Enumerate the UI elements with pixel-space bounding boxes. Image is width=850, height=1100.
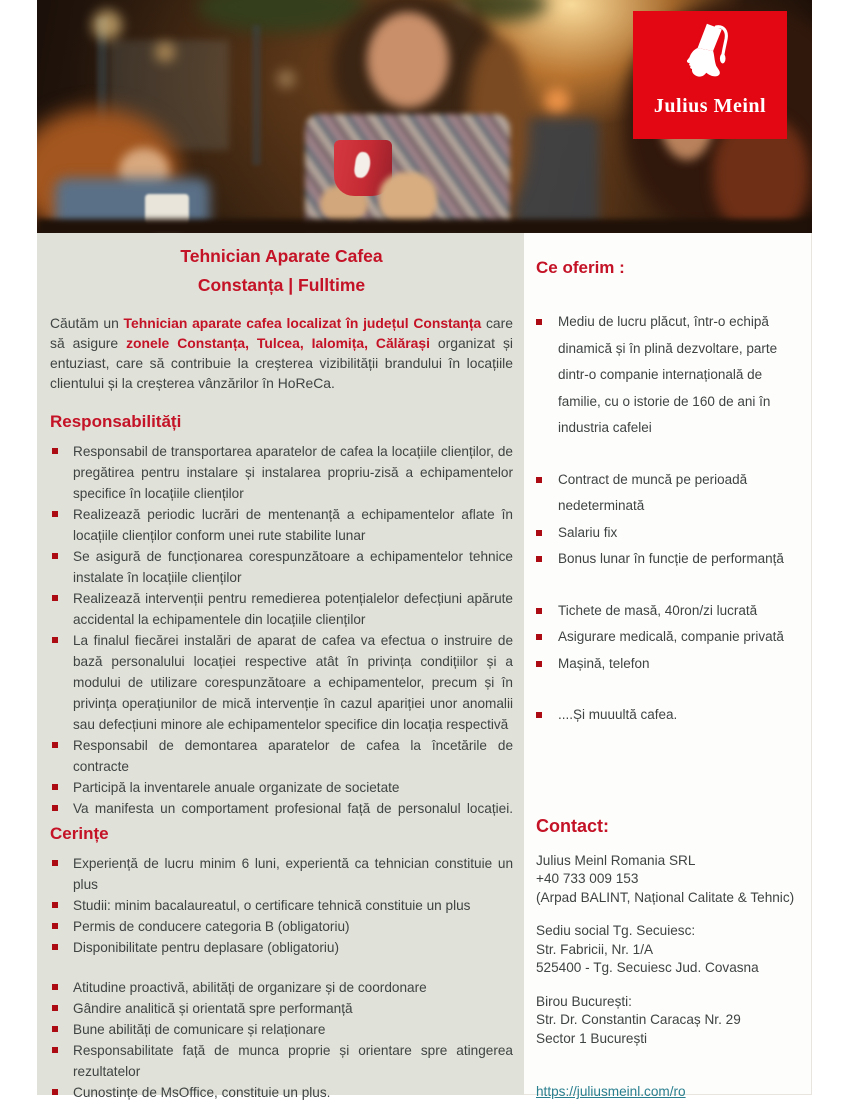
- company-name: Julius Meinl Romania SRL: [536, 852, 696, 868]
- meinl-fez-boy-icon: [679, 18, 741, 94]
- list-item: Salariu fix: [536, 520, 797, 547]
- list-item: Responsabil de demontarea aparatelor de cafea la încetările de contracte: [52, 735, 513, 777]
- job-title: Tehnician Aparate Cafea: [180, 246, 383, 266]
- list-item: La finalul fiecărei instalări de aparat de cafea va efectua o instruire de bază personalului locației respective atât în privința condițiilor și a modului de utilizare corespunzătoare a echipamentelor, precum și în privința operațiunilor de mică intervenție în cazul apariției unor anomalii sau defecțiuni minore ale echipamentelor specifice din locația respectivă: [52, 630, 513, 735]
- list-item: Va manifesta un comportament profesional față de personalul locației.: [52, 798, 513, 819]
- list-item: Contract de muncă pe perioadă nedeterminată: [536, 467, 797, 520]
- list-item: Se asigură de funcționarea corespunzătoare a echipamentelor tehnice instalate în locațiile clienților: [52, 546, 513, 588]
- address-line: Birou București:: [536, 993, 632, 1009]
- offer-list-1: [536, 309, 797, 442]
- website-link[interactable]: https://juliusmeinl.com/ro: [536, 1084, 686, 1099]
- list-item: Responsabil de transportarea aparatelor de cafea la locațiile clienților, de pregătirea pentru instalare și instalarea propriu-zisă a echipamentelor specifice în locațiile clienților: [52, 441, 513, 504]
- bokeh-light: [92, 10, 122, 40]
- job-location-type: Constanța | Fulltime: [197, 275, 366, 295]
- list-item: Participă la inventarele anuale organizate de societate: [52, 777, 513, 798]
- address-line: 525400 - Tg. Secuiesc Jud. Covasna: [536, 960, 759, 975]
- list-item: Disponibilitate pentru deplasare (obligatoriu): [52, 937, 513, 958]
- address-line: Sector 1 București: [536, 1030, 648, 1046]
- responsibilities-list: [50, 441, 513, 819]
- list-item: Asigurare medicală, companie privată: [536, 624, 797, 651]
- hand: [379, 172, 437, 226]
- list-item: Mașină, telefon: [536, 651, 797, 678]
- brand-logo: [633, 11, 787, 139]
- intro-text: Căutăm un: [50, 315, 124, 331]
- list-item: Bune abilități de comunicare și relaționare: [52, 1019, 513, 1040]
- contact-heading: Contact:: [536, 815, 609, 836]
- list-item: Experiență de lucru minim 6 luni, experientă ca tehnician constituie un plus: [52, 853, 513, 895]
- bokeh-light: [277, 70, 295, 88]
- requirements-list-2: [50, 977, 513, 1100]
- list-item: Atitudine proactivă, abilități de organizare și de coordonare: [52, 977, 513, 998]
- window-frame: [252, 25, 261, 165]
- list-item: Bonus lunar în funcție de performanță: [536, 546, 797, 573]
- list-item: Permis de conducere categoria B (obligatoriu): [52, 916, 513, 937]
- list-item: ....Și muuultă cafea.: [536, 702, 797, 729]
- list-item: Gândire analitică și orientată spre performanță: [52, 998, 513, 1019]
- intro-paragraph: [50, 313, 513, 393]
- brand-logo-text: Julius Meinl: [653, 95, 767, 117]
- address-line: Str. Dr. Constantin Caracaș Nr. 29: [536, 1012, 741, 1027]
- list-item: Studii: minim bacalaureatul, o certificare tehnică constituie un plus: [52, 895, 513, 916]
- offer-list-2: [536, 467, 797, 573]
- bokeh-light: [155, 42, 175, 62]
- page-title: [50, 242, 513, 300]
- requirements-list-1: [50, 853, 513, 958]
- contact-hq-block: [536, 922, 797, 978]
- list-item: Realizează intervenții pentru remedierea potențialelor defecțiuni apărute accidental la echipamentele din locațiile clienților: [52, 588, 513, 630]
- phone-number: +40 733 009 153: [536, 871, 639, 886]
- center-woman-face: [367, 12, 449, 108]
- offer-list-3: [536, 598, 797, 678]
- contact-company-block: [536, 852, 797, 908]
- address-line: Sediu social Tg. Secuiesc:: [536, 923, 696, 938]
- responsibilities-heading: Responsabilități: [50, 412, 182, 431]
- list-item: Cunostințe de MsOffice, constituie un plus.: [52, 1082, 513, 1100]
- address-line: Str. Fabricii, Nr. 1/A: [536, 941, 654, 957]
- plant-decor: [197, 0, 367, 32]
- list-item: Tichete de masă, 40ron/zi lucrată: [536, 598, 797, 625]
- hero-cafe-photo: [37, 0, 812, 233]
- list-item: Responsabilitate față de munca proprie și orientare spre atingerea rezultatelor: [52, 1040, 513, 1082]
- flyer-body: [37, 233, 812, 1100]
- contact-office-block: [536, 993, 797, 1049]
- intro-highlight: zonele Constanța, Tulcea, Ialomița, Călărași: [126, 335, 430, 351]
- contact-person: (Arpad BALINT, Național Calitate & Tehnic): [536, 889, 795, 905]
- intro-highlight: Tehnician aparate cafea localizat în județul Constanța: [123, 315, 482, 331]
- offer-list-4: [536, 702, 797, 729]
- intro-text: care să asigure: [50, 315, 513, 351]
- offer-contact-panel: [524, 233, 812, 1099]
- offer-heading: Ce oferim :: [536, 258, 625, 277]
- list-item: Realizează periodic lucrări de mentenanță a echipamentelor aflate în locațiile clienților conform unei rute stabilite lunar: [52, 504, 513, 546]
- job-description-panel: [37, 233, 524, 1100]
- list-item: Mediu de lucru plăcut, într-o echipă dinamică și în plină dezvoltare, parte dintr-o companie internațională de familie, cu o istorie de 160 de ani în industria cafelei: [536, 309, 797, 442]
- intro-text: organizat și entuziast, care să contribuie la creșterea vizibilității brandului în locațiile clientului și la creșterea vânzărilor în HoReCa.: [50, 335, 513, 391]
- requirements-heading: Cerințe: [50, 824, 109, 843]
- table-edge: [37, 219, 812, 233]
- bokeh-light: [544, 88, 570, 114]
